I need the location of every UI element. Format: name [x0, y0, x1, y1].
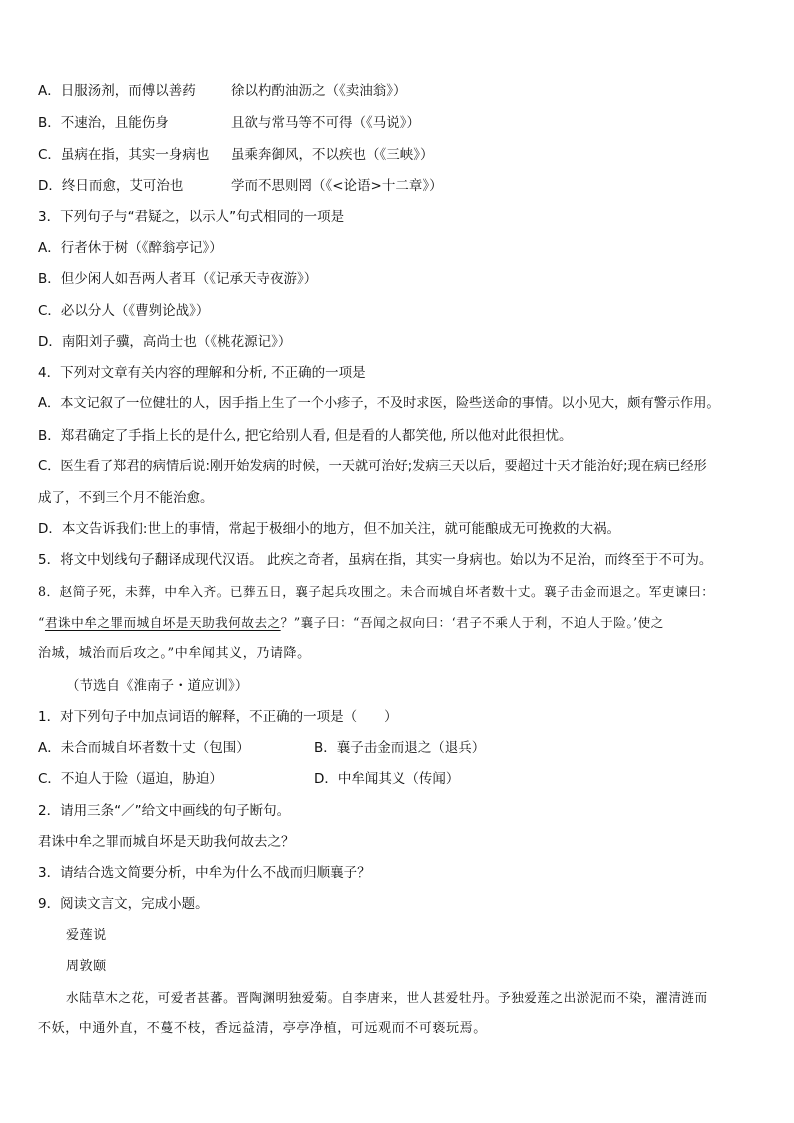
prev-option-d: [38, 177, 443, 195]
prev-option-b-right: 且欲与常马等不可得（《马说》）: [231, 115, 420, 131]
question-3-option-c: C．必以分人（《曹刿论战》）: [38, 303, 210, 319]
passage-9-line-2: 不妖，中通外直，不蔓不枝，香远益清，亭亭净植，可远观而不可亵玩焉。: [38, 1021, 487, 1036]
question-4-option-c: C．医生看了郑君的病情后说:刚开始发病的时候，一天就可治好;发病三天以后，要超过十天才能治好;现在病已经形: [38, 459, 707, 474]
sub-question-2-stem: 2．请用三条“／”给文中画线的句子断句。: [38, 803, 291, 819]
question-4-option-d: D．本文告诉我们:世上的事情，常起于极细小的地方，但不加关注，就可能酿成无可挽救的大祸。: [38, 521, 620, 537]
underlined-sentence: 君诛中牟之罪而城自坏是天助我何故去之: [44, 615, 281, 630]
prev-option-c: [38, 146, 434, 164]
sub-question-3-stem: 3．请结合选文简要分析，中牟为什么不战而归顺襄子？: [38, 865, 371, 881]
prev-option-d-right: 学而不思则罔（《<论语>十二章》）: [231, 178, 443, 194]
passage-9-author: 周敦颐: [66, 959, 107, 974]
question-4-option-c-cont: 成了，不到三个月不能治愈。: [38, 490, 214, 506]
question-3-option-a: A．行者休于树（《醉翁亭记》）: [38, 240, 223, 256]
sub-question-2-text: 君诛中牟之罪而城自坏是天助我何故去之？: [38, 834, 295, 850]
passage-8-quote-open: “: [38, 615, 45, 630]
passage-8-source: （节选自《淮南子・道应训》）: [66, 678, 249, 694]
sub-question-1-option-d: D．中牟闻其义（传闻）: [314, 771, 460, 787]
question-3-stem: 3．下列句子与“君疑之，以示人”句式相同的一项是: [38, 209, 345, 225]
sub-question-1-option-c: C．不迫人于险（逼迫，胁迫）: [38, 771, 223, 787]
prev-option-b: [38, 114, 420, 132]
prev-option-a: [38, 82, 407, 100]
prev-option-c-right: 虽乘奔御风，不以疾也（《三峡》）: [231, 147, 434, 163]
prev-option-c-left: C．虽病在指，其实一身病也: [38, 147, 210, 163]
passage-9-line-1: 水陆草木之花，可爱者甚蕃。晋陶渊明独爱菊。自李唐来，世人甚爱牡丹。予独爱莲之出淤泥而不染，濯清涟而: [66, 990, 708, 1005]
passage-9-title: 爱莲说: [66, 928, 107, 943]
passage-8-line-2: [38, 614, 664, 632]
question-4-stem: 4．下列对文章有关内容的理解和分析, 不正确的一项是: [38, 365, 366, 381]
sub-question-1-option-a: A．未合而城自坏者数十丈（包围）: [38, 740, 250, 756]
question-3-option-b: B．但少闲人如吾两人者耳（《记承天寺夜游》）: [38, 271, 318, 287]
question-9-stem: 9．阅读文言文，完成小题。: [38, 896, 209, 912]
sub-question-1-row-1: [38, 739, 486, 757]
sub-question-1-option-b: B．襄子击金而退之（退兵）: [314, 740, 486, 756]
sub-question-1-stem: 1．对下列句子中加点词语的解释，不正确的一项是（ ）: [38, 709, 398, 725]
sub-question-1-row-2: [38, 770, 460, 788]
passage-8-line-1: 8．赵简子死，未葬，中牟入齐。已葬五日，襄子起兵攻围之。未合而城自坏者数十丈。襄子击金而退之。军吏谏曰：: [38, 584, 715, 599]
question-3-option-d: D．南阳刘子骥，高尚士也（《桃花源记》）: [38, 334, 292, 350]
prev-option-b-left: B．不速治，且能伤身: [38, 115, 169, 131]
prev-option-a-left: A．日服汤剂，而傅以善药: [38, 83, 196, 99]
prev-option-d-left: D．终日而愈，艾可治也: [38, 178, 184, 194]
question-4-option-b: B．郑君确定了手指上长的是什么, 把它给别人看, 但是看的人都笑他, 所以他对此很担忧。: [38, 428, 573, 444]
prev-option-a-right: 徐以杓酌油沥之（《卖油翁》）: [231, 83, 407, 99]
question-5: 5．将文中划线句子翻译成现代汉语。 此疾之奇者，虽病在指，其实一身病也。始以为不足治，而终至于不可为。: [38, 552, 713, 568]
passage-8-line-2-rest: ？”襄子曰：“吾闻之叔向曰：‘君子不乘人于利，不迫人于险。’使之: [280, 615, 664, 630]
question-4-option-a: A．本文记叙了一位健壮的人，因手指上生了一个小疹子，不及时求医，险些送命的事情。以小见大，颇有警示作用。: [38, 396, 720, 411]
passage-8-line-3: 治城，城治而后攻之。”中牟闻其义，乃请降。: [38, 646, 311, 661]
